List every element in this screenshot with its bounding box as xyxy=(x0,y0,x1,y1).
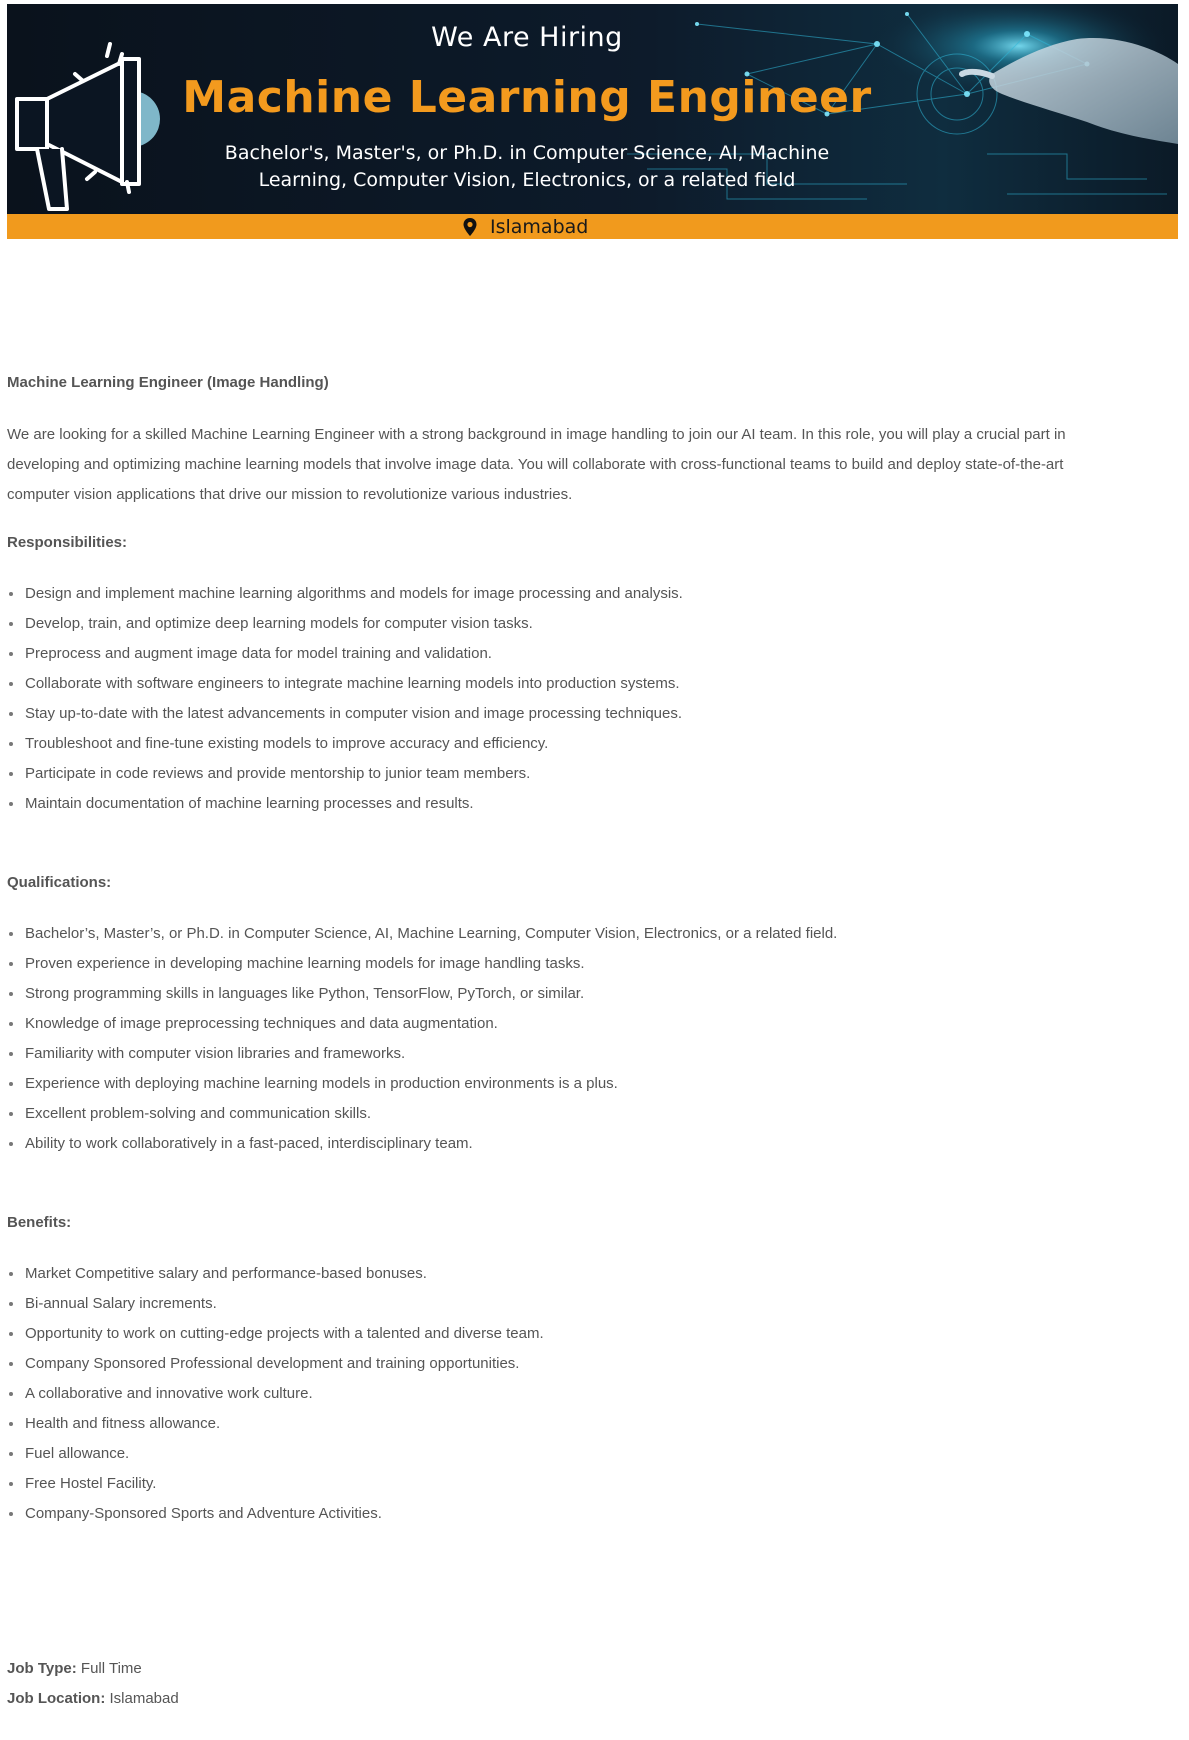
bullet-dot xyxy=(9,962,13,966)
benefit-item-text: Opportunity to work on cutting-edge projects with a talented and diverse team. xyxy=(25,1325,544,1342)
qualification-item-text: Experience with deploying machine learning models in production environments is a plus. xyxy=(25,1075,618,1092)
bullet-dot xyxy=(9,742,13,746)
responsibility-item-text: Design and implement machine learning algorithms and models for image processing and analysis. xyxy=(25,585,683,602)
benefit-item xyxy=(7,1259,544,1289)
bullet-dot xyxy=(9,1422,13,1426)
responsibility-item xyxy=(7,729,683,759)
banner-location-label: Islamabad xyxy=(490,215,589,238)
responsibility-item-text: Troubleshoot and fine-tune existing models to improve accuracy and efficiency. xyxy=(25,735,549,752)
banner-location xyxy=(462,214,588,239)
job-type-line xyxy=(7,1660,142,1677)
responsibility-item-text: Preprocess and augment image data for model training and validation. xyxy=(25,645,492,662)
responsibility-item-text: Stay up-to-date with the latest advancements in computer vision and image processing techniques. xyxy=(25,705,683,722)
benefit-item-text: Free Hostel Facility. xyxy=(25,1475,157,1492)
bullet-dot xyxy=(9,1512,13,1516)
bullet-dot xyxy=(9,802,13,806)
qualification-item-text: Excellent problem-solving and communication skills. xyxy=(25,1105,371,1122)
qualifications-title: Qualifications: xyxy=(7,874,112,891)
job-location-value: Islamabad xyxy=(109,1690,179,1707)
qualification-item-text: Familiarity with computer vision libraries and frameworks. xyxy=(25,1045,406,1062)
bullet-dot xyxy=(9,1112,13,1116)
benefit-item-text: Company Sponsored Professional development and training opportunities. xyxy=(25,1355,520,1372)
qualification-item-text: Strong programming skills in languages like Python, TensorFlow, PyTorch, or similar. xyxy=(25,985,585,1002)
benefit-item xyxy=(7,1319,544,1349)
bullet-dot xyxy=(9,932,13,936)
bullet-dot xyxy=(9,1452,13,1456)
bullet-dot xyxy=(9,772,13,776)
responsibility-item-text: Collaborate with software engineers to integrate machine learning models into production systems. xyxy=(25,675,680,692)
post-intro: We are looking for a skilled Machine Learning Engineer with a strong background in image handling to join our AI team. In this role, you will play a crucial part in developing and optimizing machine learning models that involve image data. You will collaborate with cross-functional teams to build and deploy state-of-the-art computer vision applications that drive our mission to revolutionize various industries. xyxy=(7,426,1066,503)
bullet-dot xyxy=(9,1142,13,1146)
qualification-item xyxy=(7,979,837,1009)
bullet-dot xyxy=(9,712,13,716)
qualification-item-text: Knowledge of image preprocessing techniques and data augmentation. xyxy=(25,1015,498,1032)
responsibility-item-text: Develop, train, and optimize deep learning models for computer vision tasks. xyxy=(25,615,533,632)
qualification-item xyxy=(7,1039,837,1069)
bullet-dot xyxy=(9,1302,13,1306)
qualification-item-text: Proven experience in developing machine learning models for image handling tasks. xyxy=(25,955,585,972)
bullet-dot xyxy=(9,992,13,996)
bullet-dot xyxy=(9,1022,13,1026)
job-type-value: Full Time xyxy=(80,1660,142,1677)
benefits-title: Benefits: xyxy=(7,1214,72,1231)
qualification-item xyxy=(7,949,837,979)
qualification-item xyxy=(7,1129,837,1159)
responsibilities-list xyxy=(7,579,683,819)
responsibility-item xyxy=(7,669,683,699)
benefits-list xyxy=(7,1259,544,1529)
job-location-label: Job Location: xyxy=(7,1690,106,1707)
banner-degree-line-2: Learning, Computer Vision, Electronics, or a related field xyxy=(258,169,796,191)
job-type-label: Job Type: xyxy=(7,1660,77,1677)
qualification-item-text: Bachelor’s, Master’s, or Ph.D. in Computer Science, AI, Machine Learning, Computer Vision, Electronics, or a related field. xyxy=(25,925,838,942)
banner-hiring-text: We Are Hiring xyxy=(431,22,623,53)
bullet-dot xyxy=(9,622,13,626)
banner-degree-text xyxy=(187,140,867,194)
qualification-item xyxy=(7,1069,837,1099)
responsibility-item xyxy=(7,639,683,669)
benefit-item xyxy=(7,1289,544,1319)
qualification-item-text: Ability to work collaboratively in a fast-paced, interdisciplinary team. xyxy=(25,1135,473,1152)
responsibility-item xyxy=(7,789,683,819)
bullet-dot xyxy=(9,1272,13,1276)
responsibility-item xyxy=(7,759,683,789)
banner-location-strip xyxy=(7,214,1178,239)
benefit-item-text: Company-Sponsored Sports and Adventure Activities. xyxy=(25,1505,382,1522)
hiring-banner xyxy=(7,4,1178,239)
benefit-item-text: A collaborative and innovative work culture. xyxy=(25,1385,313,1402)
benefit-item xyxy=(7,1349,544,1379)
qualifications-list xyxy=(7,919,837,1159)
bullet-dot xyxy=(9,1082,13,1086)
qualification-item xyxy=(7,1009,837,1039)
benefit-item xyxy=(7,1409,544,1439)
bullet-dot xyxy=(9,1052,13,1056)
responsibility-item xyxy=(7,699,683,729)
benefit-item-text: Fuel allowance. xyxy=(25,1445,130,1462)
responsibility-item xyxy=(7,579,683,609)
benefit-item-text: Bi-annual Salary increments. xyxy=(25,1295,217,1312)
bullet-dot xyxy=(9,1332,13,1336)
job-location-line xyxy=(7,1690,179,1707)
benefit-item xyxy=(7,1499,544,1529)
benefit-item-text: Health and fitness allowance. xyxy=(25,1415,221,1432)
bullet-dot xyxy=(9,1482,13,1486)
qualification-item xyxy=(7,1099,837,1129)
benefit-item xyxy=(7,1469,544,1499)
benefit-item-text: Market Competitive salary and performance-based bonuses. xyxy=(25,1265,427,1282)
bullet-dot xyxy=(9,1362,13,1366)
benefit-item xyxy=(7,1379,544,1409)
bullet-dot xyxy=(9,682,13,686)
benefit-item xyxy=(7,1439,544,1469)
responsibility-item-text: Maintain documentation of machine learning processes and results. xyxy=(25,795,474,812)
bullet-dot xyxy=(9,592,13,596)
bullet-dot xyxy=(9,1392,13,1396)
responsibilities-title: Responsibilities: xyxy=(7,534,128,551)
bullet-dot xyxy=(9,652,13,656)
responsibility-item xyxy=(7,609,683,639)
qualification-item xyxy=(7,919,837,949)
responsibility-item-text: Participate in code reviews and provide mentorship to junior team members. xyxy=(25,765,531,782)
post-heading: Machine Learning Engineer (Image Handling) xyxy=(7,374,329,391)
banner-degree-line-1: Bachelor's, Master's, or Ph.D. in Computer Science, AI, Machine xyxy=(224,142,830,164)
location-pin-icon xyxy=(462,217,478,237)
banner-job-title: Machine Learning Engineer xyxy=(182,72,872,123)
